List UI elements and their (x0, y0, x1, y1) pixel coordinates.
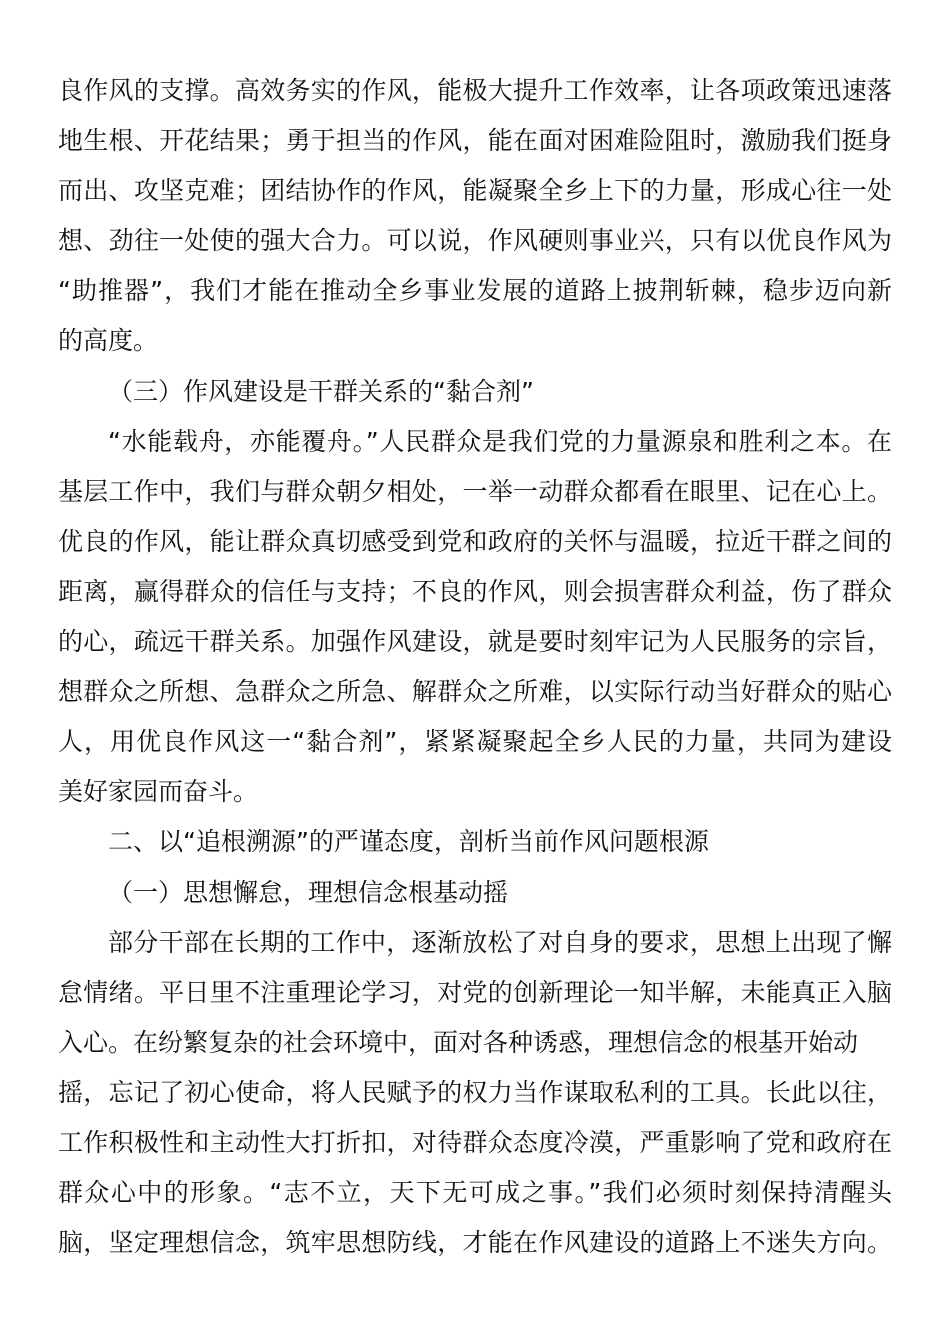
paragraph-line: 工作积极性和主动性大打折扣，对待群众态度冷漠，严重影响了党和政府在 (58, 1127, 892, 1157)
paragraph-line: 部分干部在长期的工作中，逐渐放松了对自身的要求，思想上出现了懈 (108, 927, 892, 957)
paragraph-line: 良作风的支撑。高效务实的作风，能极大提升工作效率，让各项政策迅速落 (58, 76, 892, 105)
section-heading: （一）思想懈怠，理想信念根基动摇 (108, 877, 509, 907)
paragraph-line: 美好家园而奋斗。 (58, 777, 259, 807)
paragraph-line: 优良的作风，能让群众真切感受到党和政府的关怀与温暖，拉近干群之间的 (58, 526, 892, 556)
paragraph-line: 而出、攻坚克难；团结协作的作风，能凝聚全乡上下的力量，形成心往一处 (58, 176, 892, 206)
paragraph-line: 的心，疏远干群关系。加强作风建设，就是要时刻牢记为人民服务的宗旨， (58, 627, 892, 657)
paragraph-line: 脑，坚定理想信念，筑牢思想防线，才能在作风建设的道路上不迷失方向。 (58, 1228, 892, 1258)
paragraph-line: “助推器”，我们才能在推动全乡事业发展的道路上披荆斩棘，稳步迈向新 (58, 276, 892, 306)
paragraph-line: 入心。在纷繁复杂的社会环境中，面对各种诱惑，理想信念的根基开始动 (58, 1027, 859, 1057)
paragraph-line: 地生根、开花结果；勇于担当的作风，能在面对困难险阻时，激励我们挺身 (58, 126, 892, 156)
paragraph-line: 人，用优良作风这一“黏合剂”，紧紧凝聚起全乡人民的力量，共同为建设 (58, 727, 892, 757)
paragraph-line: 基层工作中，我们与群众朝夕相处，一举一动群众都看在眼里、记在心上。 (58, 476, 892, 506)
paragraph-line: 想、劲往一处使的强大合力。可以说，作风硬则事业兴，只有以优良作风为 (58, 226, 892, 256)
section-heading: （三）作风建设是干群关系的“黏合剂” (108, 376, 534, 406)
paragraph-line: 摇，忘记了初心使命，将人民赋予的权力当作谋取私利的工具。长此以往， (58, 1077, 892, 1107)
paragraph-line: 怠情绪。平日里不注重理论学习，对党的创新理论一知半解，未能真正入脑 (58, 977, 892, 1007)
paragraph-line: 群众心中的形象。“志不立，天下无可成之事。”我们必须时刻保持清醒头 (58, 1178, 892, 1208)
paragraph-line: 距离，赢得群众的信任与支持；不良的作风，则会损害群众利益，伤了群众 (58, 576, 892, 606)
paragraph-line: “水能载舟，亦能覆舟。”人民群众是我们党的力量源泉和胜利之本。在 (108, 426, 892, 456)
paragraph-line: 的高度。 (58, 326, 159, 356)
chapter-heading: 二、以“追根溯源”的严谨态度，剖析当前作风问题根源 (108, 827, 709, 857)
paragraph-line: 想群众之所想、急群众之所急、解群众之所难，以实际行动当好群众的贴心 (58, 677, 892, 707)
